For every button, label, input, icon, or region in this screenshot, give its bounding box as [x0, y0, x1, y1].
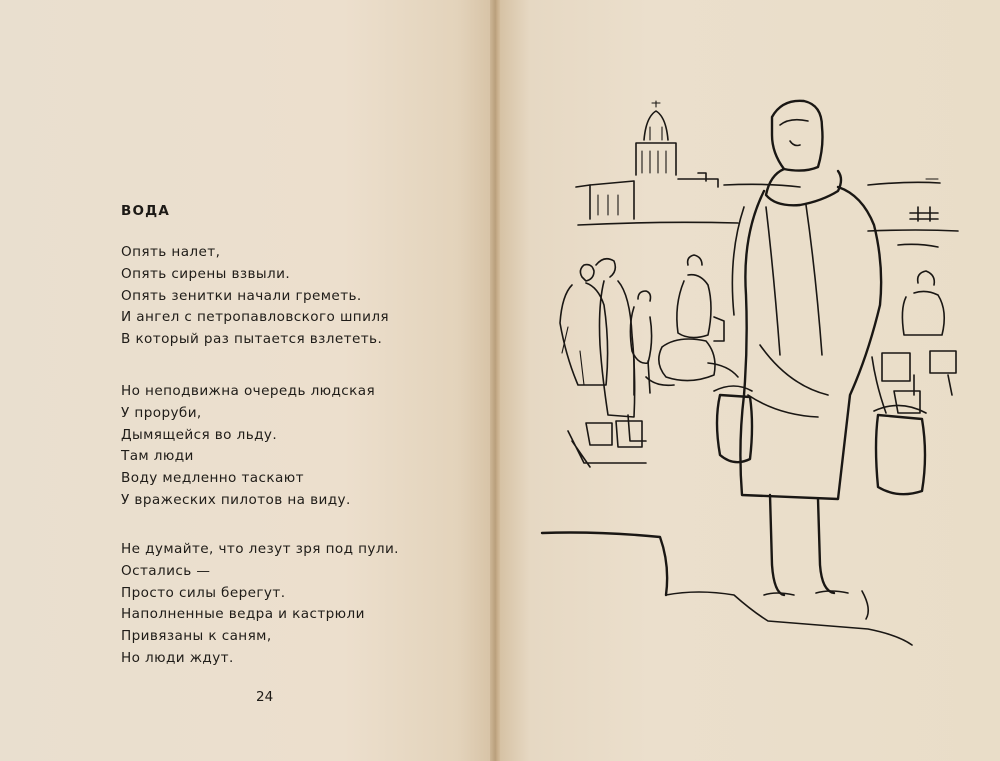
snow-bank — [542, 533, 912, 646]
poem-line: Дымящейся во льду. — [121, 426, 278, 443]
poem-line: И ангел с петропавловского шпиля — [121, 309, 389, 326]
background-figure-bent — [646, 255, 738, 385]
page-number: 24 — [256, 689, 274, 705]
poem-line: В который раз пытается взлететь. — [121, 331, 383, 348]
poem-line: Привязаны к саням, — [121, 628, 272, 645]
poem-line: Там люди — [121, 448, 194, 465]
poem-line: Наполненные ведра и кастрюли — [121, 606, 365, 623]
poem-line: Опять налет, — [121, 244, 221, 260]
poem-line: Просто силы берегут. — [121, 584, 286, 601]
left-page — [0, 0, 492, 761]
poem-line: Опять сирены взвыли. — [121, 265, 291, 282]
poem-line: Воду медленно таскают — [121, 470, 304, 487]
poem-line: Остались — — [121, 562, 211, 579]
stanza-1 — [121, 242, 389, 351]
background-figure-left — [560, 259, 646, 467]
poem-line: Но люди ждут. — [121, 649, 234, 666]
background-figure-right — [882, 271, 956, 413]
stanza-3 — [121, 539, 399, 670]
poem-line: Опять зенитки начали греметь. — [121, 287, 362, 304]
stanza-2 — [121, 381, 375, 512]
ink-illustration — [538, 95, 968, 655]
main-figure-woman — [714, 101, 926, 595]
poem-line: У проруби, — [121, 404, 202, 421]
poem-line: Но неподвижна очередь людская — [121, 383, 376, 399]
poem-line: У вражеских пилотов на виду. — [121, 491, 351, 508]
poem-line: Не думайте, что лезут зря под пули. — [121, 541, 399, 557]
poem-title: ВОДА — [121, 203, 171, 219]
